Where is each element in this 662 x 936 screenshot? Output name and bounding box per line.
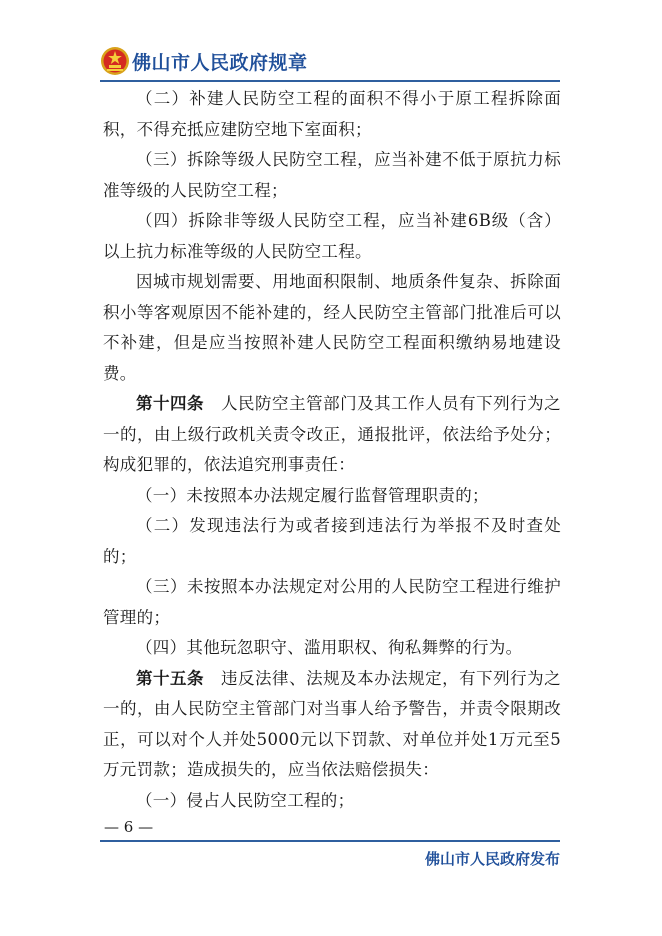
header-title: 佛山市人民政府规章 xyxy=(132,52,308,74)
paragraph xyxy=(103,786,561,817)
paragraph-text: （二）发现违法行为或者接到违法行为举报不及时查处的； xyxy=(103,516,561,566)
paragraph xyxy=(103,267,561,389)
article-heading: 第十五条 xyxy=(136,668,205,688)
national-emblem-icon xyxy=(100,46,130,76)
paragraph xyxy=(103,145,561,206)
header-divider xyxy=(100,80,560,82)
article-heading: 第十四条 xyxy=(136,394,205,413)
paragraph xyxy=(103,572,561,633)
paragraph-text: 人民防空主管部门及其工作人员有下列行为之一的，由上级行政机关责令改正，通报批评，依法给予处分；构成犯罪的，依法追究刑事责任： xyxy=(103,394,561,474)
paragraph-text: （三）拆除等级人民防空工程，应当补建不低于原抗力标准等级的人民防空工程； xyxy=(103,150,561,200)
page-number: — 6 — xyxy=(104,818,154,836)
paragraph-text: （二）补建人民防空工程的面积不得小于原工程拆除面积，不得充抵应建防空地下室面积； xyxy=(103,89,561,139)
paragraph-text: （一）侵占人民防空工程的； xyxy=(136,790,355,810)
paragraph-text: 违反法律、法规及本办法规定，有下列行为之一的，由人民防空主管部门对当事人给予警告，并责令限期改正，可以对个人并处5000元以下罚款、对单位并处1万元至5万元罚款；造成损失的，应当依法赔偿损失： xyxy=(103,668,561,779)
paragraph xyxy=(103,664,561,786)
paragraph-text: （四）拆除非等级人民防空工程，应当补建6B级（含）以上抗力标准等级的人民防空工程。 xyxy=(103,211,561,261)
paragraph-text: （四）其他玩忽职守、滥用职权、徇私舞弊的行为。 xyxy=(136,638,523,657)
paragraph xyxy=(103,481,561,512)
paragraph-text: 因城市规划需要、用地面积限制、地质条件复杂、拆除面积小等客观原因不能补建的，经人民防空主管部门批准后可以不补建，但是应当按照补建人民防空工程面积缴纳易地建设费。 xyxy=(103,272,561,383)
paragraph-text: （一）未按照本办法规定履行监督管理职责的； xyxy=(136,485,489,505)
paragraph xyxy=(103,84,561,145)
document-body xyxy=(103,84,561,816)
paragraph xyxy=(103,389,561,481)
paragraph xyxy=(103,511,561,572)
footer-divider xyxy=(100,840,560,842)
paragraph xyxy=(103,206,561,267)
footer-publisher: 佛山市人民政府发布 xyxy=(424,850,560,868)
page-header xyxy=(100,44,560,80)
paragraph-text: （三）未按照本办法规定对公用的人民防空工程进行维护管理的； xyxy=(103,577,561,627)
paragraph xyxy=(103,633,561,664)
